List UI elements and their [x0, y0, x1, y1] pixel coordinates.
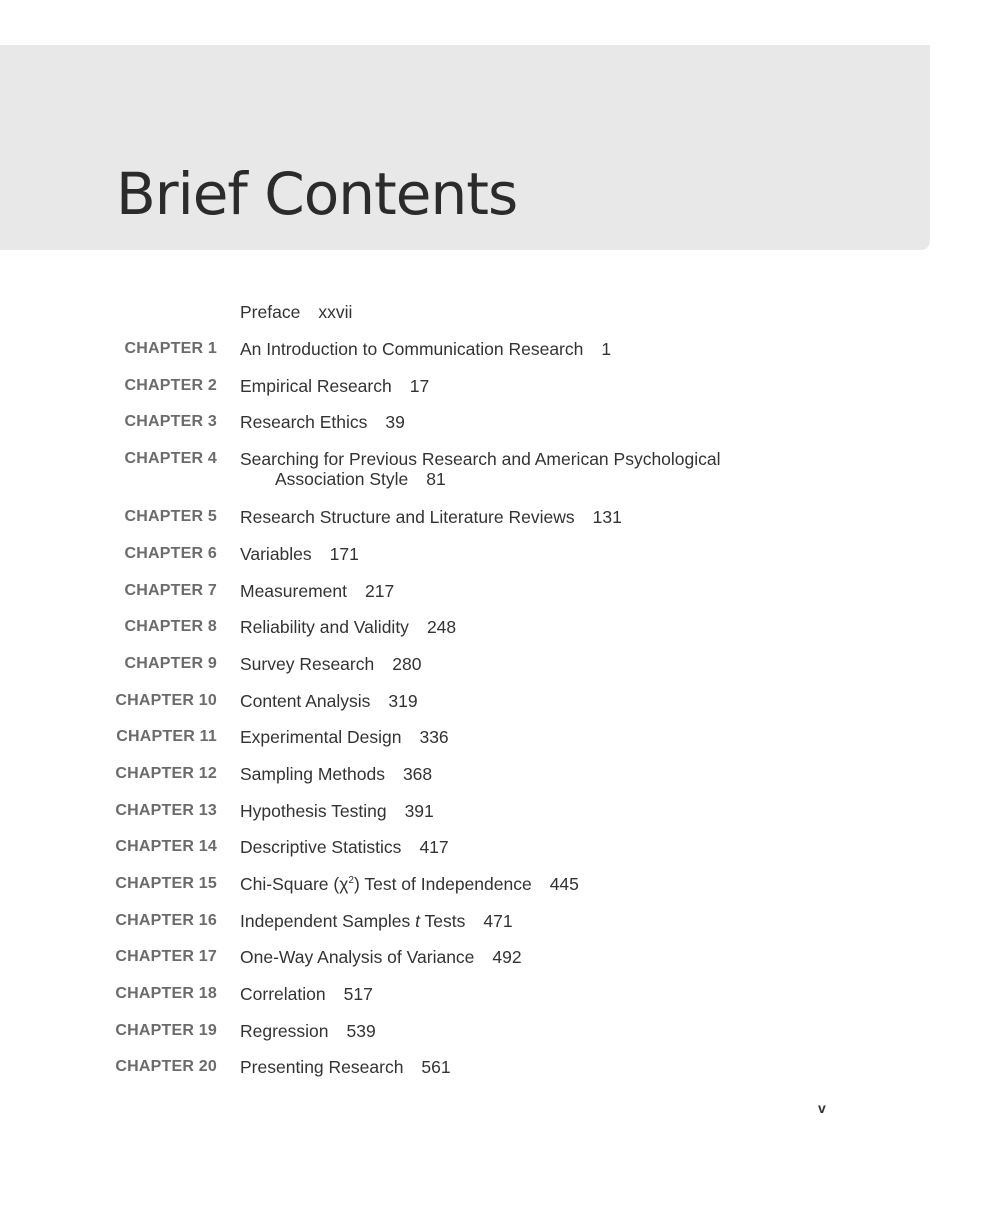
entry-title-text: Measurement — [240, 581, 347, 601]
superscript: 2 — [348, 875, 354, 886]
entry-title-text: Presenting Research — [240, 1057, 404, 1077]
page-title: Brief Contents — [116, 160, 518, 228]
page-number: 561 — [421, 1057, 451, 1077]
chapter-label: CHAPTER 17 — [115, 948, 217, 965]
entry-title-text: Preface — [240, 302, 301, 322]
toc-entry-chapter-14[interactable] — [0, 835, 990, 859]
toc-entry-chapter-10[interactable] — [0, 689, 990, 713]
toc-entry-chapter-16[interactable] — [0, 909, 990, 933]
entry-title — [240, 909, 513, 933]
page-number: 39 — [385, 412, 405, 432]
chapter-label: CHAPTER 5 — [124, 508, 217, 525]
toc-entry-chapter-9[interactable] — [0, 652, 990, 676]
page-number: 417 — [419, 837, 449, 857]
entry-title-line-1: Searching for Previous Research and American Psychological — [240, 449, 721, 469]
entry-title-text: Descriptive Statistics — [240, 837, 402, 857]
entry-title-text: Experimental Design — [240, 727, 402, 747]
toc-entry-chapter-8[interactable] — [0, 615, 990, 639]
entry-title-line-2 — [240, 469, 721, 489]
page-number: 1 — [601, 339, 612, 359]
entry-title — [240, 300, 352, 324]
entry-title — [240, 689, 418, 713]
page-number: 391 — [404, 801, 434, 821]
chapter-label: CHAPTER 6 — [124, 545, 217, 562]
entry-title-text: Correlation — [240, 984, 326, 1004]
entry-title — [240, 835, 449, 859]
page-number: 248 — [426, 617, 457, 637]
toc-entry-chapter-15[interactable] — [0, 872, 990, 896]
toc-entry-chapter-20[interactable] — [0, 1055, 990, 1079]
entry-title-text: Empirical Research — [240, 376, 392, 396]
toc-entry-chapter-11[interactable] — [0, 725, 990, 749]
toc-entry-chapter-18[interactable] — [0, 982, 990, 1006]
page-number: 17 — [409, 376, 430, 396]
entry-title-text: Hypothesis Testing — [240, 801, 387, 821]
toc-entry-chapter-7[interactable] — [0, 579, 990, 603]
entry-title — [240, 1055, 451, 1079]
entry-title-text: Research Ethics — [240, 412, 368, 432]
page-number: 445 — [549, 874, 579, 894]
italic-variable: t — [415, 911, 421, 931]
page-number: 368 — [402, 764, 433, 784]
toc-entry-chapter-1[interactable] — [0, 337, 990, 361]
entry-title — [240, 449, 721, 489]
entry-title — [240, 542, 359, 566]
chapter-label: CHAPTER 19 — [115, 1022, 217, 1039]
toc-entry-chapter-5[interactable] — [0, 505, 990, 529]
entry-title-text: Research Structure and Literature Reviews — [240, 507, 575, 527]
entry-title — [240, 799, 434, 823]
entry-title — [240, 374, 429, 398]
toc-entry-chapter-12[interactable] — [0, 762, 990, 786]
chapter-label: CHAPTER 9 — [124, 655, 217, 672]
entry-title — [240, 872, 579, 896]
chapter-label: CHAPTER 15 — [115, 875, 217, 892]
chapter-label: CHAPTER 18 — [115, 985, 217, 1002]
toc-entry-chapter-6[interactable] — [0, 542, 990, 566]
page-number: 217 — [365, 581, 395, 601]
entry-title — [240, 652, 421, 676]
entry-title — [240, 725, 449, 749]
page-folio: v — [818, 1100, 826, 1116]
toc-entry-chapter-2[interactable] — [0, 374, 990, 398]
entry-title-text: Sampling Methods — [240, 764, 385, 784]
chapter-label: CHAPTER 1 — [124, 340, 217, 357]
chapter-label: CHAPTER 13 — [115, 802, 217, 819]
toc-entry-preface[interactable] — [0, 300, 990, 324]
entry-title-text: ) Test of Independence — [353, 874, 532, 894]
chapter-label: CHAPTER 11 — [116, 728, 217, 745]
entry-title-text: Tests — [420, 911, 466, 931]
toc-entry-chapter-13[interactable] — [0, 799, 990, 823]
entry-title-text: Content Analysis — [240, 691, 371, 711]
entry-title — [240, 615, 456, 639]
chapter-label: CHAPTER 12 — [115, 765, 217, 782]
entry-title — [240, 982, 373, 1006]
chapter-label: CHAPTER 4 — [124, 450, 217, 467]
entry-title — [240, 337, 611, 361]
entry-title-text: Reliability and Validity — [240, 617, 409, 637]
page-number: xxvii — [318, 302, 353, 322]
entry-title-text: Association Style — [275, 469, 409, 489]
chapter-label: CHAPTER 10 — [115, 692, 217, 709]
toc-entry-chapter-17[interactable] — [0, 945, 990, 969]
page-number: 280 — [392, 654, 422, 674]
entry-title-text: An Introduction to Communication Research — [240, 339, 584, 359]
chapter-label: CHAPTER 14 — [115, 838, 217, 855]
page-number: 319 — [388, 691, 418, 711]
chapter-label: CHAPTER 2 — [124, 377, 217, 394]
entry-title-text: Regression — [240, 1021, 329, 1041]
entry-title — [240, 762, 432, 786]
page-number: 517 — [343, 984, 373, 1004]
page-number: 171 — [329, 544, 359, 564]
toc-entry-chapter-19[interactable] — [0, 1019, 990, 1043]
page-number: 492 — [492, 947, 522, 967]
toc-entry-chapter-4[interactable] — [0, 447, 990, 493]
toc-entry-chapter-3[interactable] — [0, 410, 990, 434]
entry-title — [240, 505, 622, 529]
entry-title-text: Chi-Square (χ — [240, 874, 349, 894]
entry-title — [240, 410, 405, 434]
entry-title — [240, 945, 522, 969]
entry-title-text: Variables — [240, 544, 312, 564]
page-number: 471 — [483, 911, 513, 931]
chapter-label: CHAPTER 20 — [115, 1058, 217, 1075]
chapter-label: CHAPTER 7 — [124, 582, 217, 599]
page-number: 81 — [426, 469, 446, 489]
entry-title-text: Survey Research — [240, 654, 375, 674]
chapter-label: CHAPTER 8 — [124, 618, 217, 635]
entry-title-text: Independent Samples — [240, 911, 416, 931]
entry-title — [240, 579, 394, 603]
chapter-label: CHAPTER 3 — [124, 413, 217, 430]
chapter-label: CHAPTER 16 — [115, 912, 217, 929]
entry-title-text: One-Way Analysis of Variance — [240, 947, 475, 967]
page-number: 131 — [592, 507, 622, 527]
page-number: 539 — [346, 1021, 376, 1041]
page-number: 336 — [419, 727, 449, 747]
entry-title — [240, 1019, 376, 1043]
